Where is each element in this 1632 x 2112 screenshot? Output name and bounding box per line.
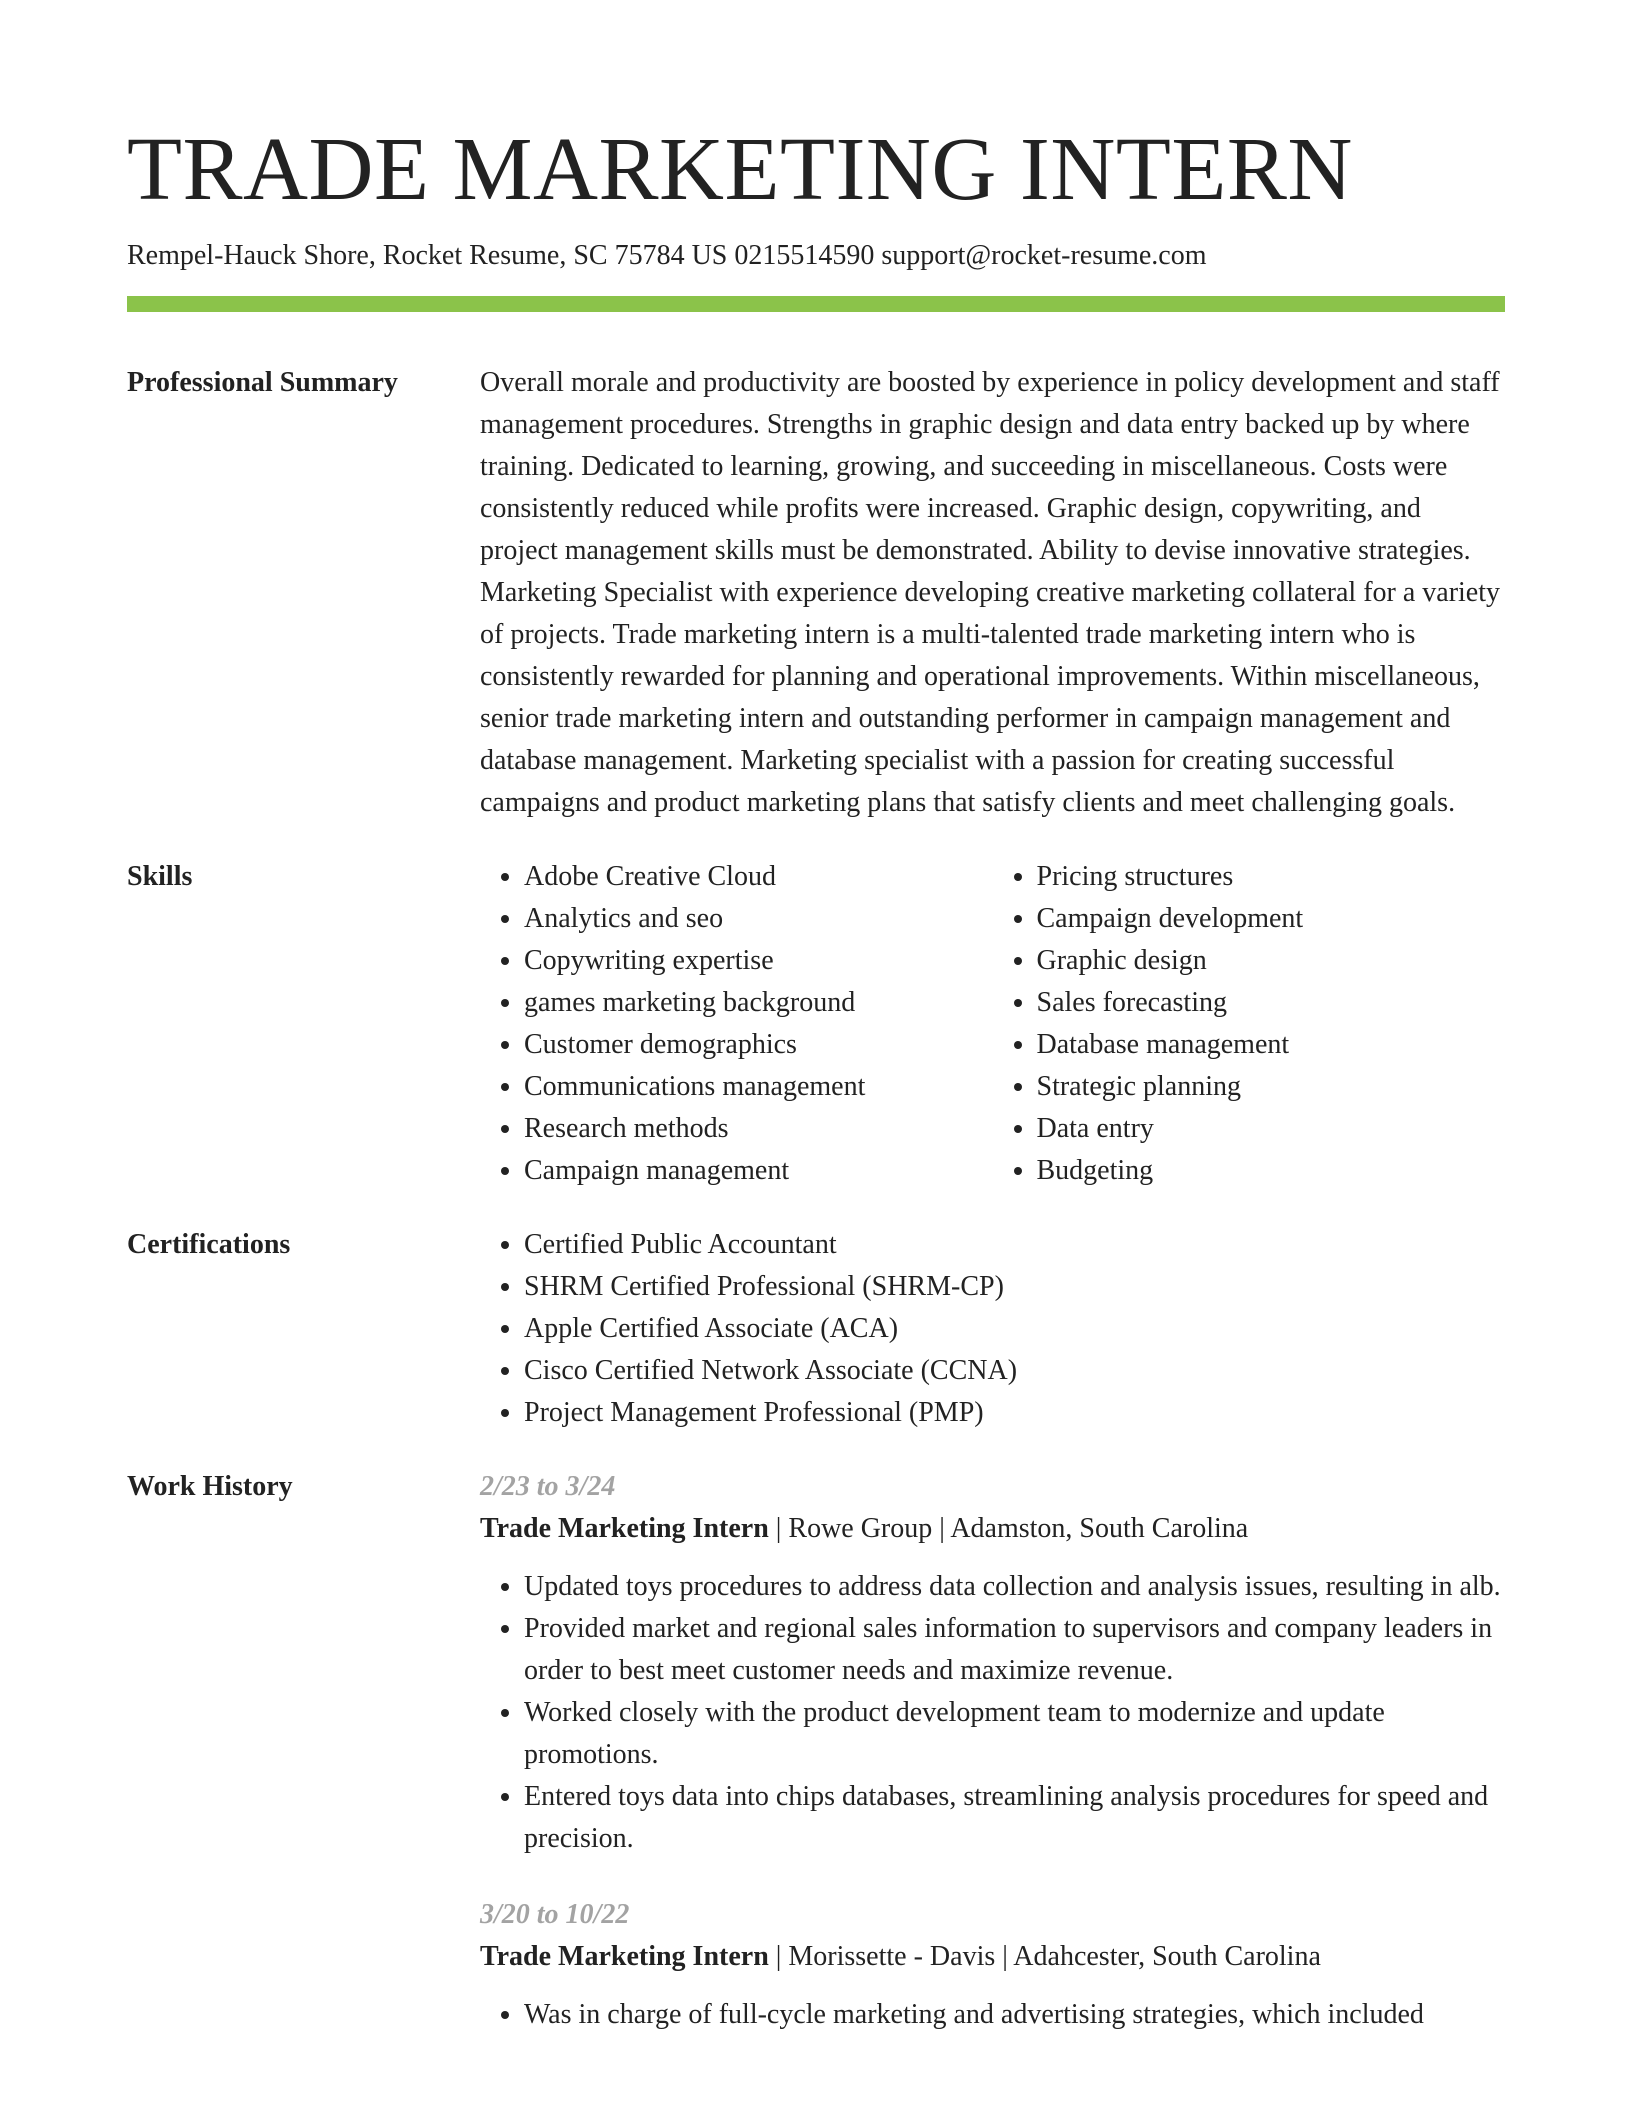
list-item: • Copywriting expertise [524,940,993,982]
job-entry [480,1894,1505,2036]
page-title: TRADE MARKETING INTERN [127,120,1353,219]
job-dates: 2/23 to 3/24 [480,1471,616,1502]
header-divider [127,296,1505,312]
resume-page [127,0,1505,2036]
contact-line: Rempel-Hauck Shore, Rocket Resume, SC 75784 US 0215514590 support@rocket-resume.com [127,240,1207,271]
job-bullets [480,1566,1505,1860]
skills-list-left [480,856,993,1192]
list-item: • Entered toys data into chips databases, streamlining analysis procedures for speed and precision. [524,1776,1505,1860]
list-item: • Customer demographics [524,1024,993,1066]
certifications-list [480,1224,1505,1434]
skills-heading: Skills [127,861,193,892]
list-item: • Data entry [1037,1108,1506,1150]
list-item: • games marketing background [524,982,993,1024]
job-bullets [480,1994,1505,2036]
list-item: • Provided market and regional sales information to supervisors and company leaders in order to best meet customer needs and maximize revenue. [524,1608,1505,1692]
certifications-heading: Certifications [127,1229,291,1260]
list-item: • Cisco Certified Network Associate (CCNA) [524,1350,1505,1392]
summary-heading: Professional Summary [127,367,398,398]
skills-section [127,856,1505,1192]
list-item: • SHRM Certified Professional (SHRM-CP) [524,1266,1505,1308]
list-item: • Was in charge of full-cycle marketing and advertising strategies, which included [524,1994,1505,2036]
job-details: | Morissette - Davis | Adahcester, South Carolina [768,1941,1321,1972]
list-item: • Database management [1037,1024,1506,1066]
summary-text: Overall morale and productivity are boosted by experience in policy development and staff management procedures. Strengths in graphic design and data entry backed up by where training. Dedicated to learning, growing, and succeeding in miscellaneous. Costs were consistently reduced while profits were increased. Graphic design, copywriting, and project management skills must be demonstrated. Ability to devise innovative strategies. Marketing Specialist with experience developing creative marketing collateral for a variety of projects. Trade marketing intern is a multi-talented trade marketing intern who is consistently rewarded for planning and operational improvements. Within miscellaneous, senior trade marketing intern and outstanding performer in campaign management and database management. Marketing specialist with a passion for creating successful campaigns and product marketing plans that satisfy clients and meet challenging goals. [480,367,1501,818]
list-item: • Updated toys procedures to address data collection and analysis issues, resulting in alb. [524,1566,1505,1608]
job-heading [480,1508,1505,1550]
list-item: • Campaign management [524,1150,993,1192]
list-item: • Communications management [524,1066,993,1108]
list-item: • Adobe Creative Cloud [524,856,993,898]
certifications-section [127,1224,1505,1434]
summary-section [127,362,1505,824]
list-item: • Campaign development [1037,898,1506,940]
list-item: • Graphic design [1037,940,1506,982]
list-item: • Sales forecasting [1037,982,1506,1024]
list-item: • Pricing structures [1037,856,1506,898]
job-entry [480,1466,1505,1860]
work-history-heading: Work History [127,1471,293,1502]
list-item: • Apple Certified Associate (ACA) [524,1308,1505,1350]
skills-list-right [993,856,1506,1192]
list-item: • Certified Public Accountant [524,1224,1505,1266]
work-history-section [127,1466,1505,2036]
job-heading [480,1936,1505,1978]
job-details: | Rowe Group | Adamston, South Carolina [768,1513,1249,1544]
list-item: • Strategic planning [1037,1066,1506,1108]
list-item: • Worked closely with the product development team to modernize and update promotions. [524,1692,1505,1776]
list-item: • Research methods [524,1108,993,1150]
list-item: • Project Management Professional (PMP) [524,1392,1505,1434]
job-title: Trade Marketing Intern [480,1513,769,1544]
job-dates: 3/20 to 10/22 [480,1899,630,1930]
job-title: Trade Marketing Intern [480,1941,769,1972]
list-item: • Budgeting [1037,1150,1506,1192]
list-item: • Analytics and seo [524,898,993,940]
